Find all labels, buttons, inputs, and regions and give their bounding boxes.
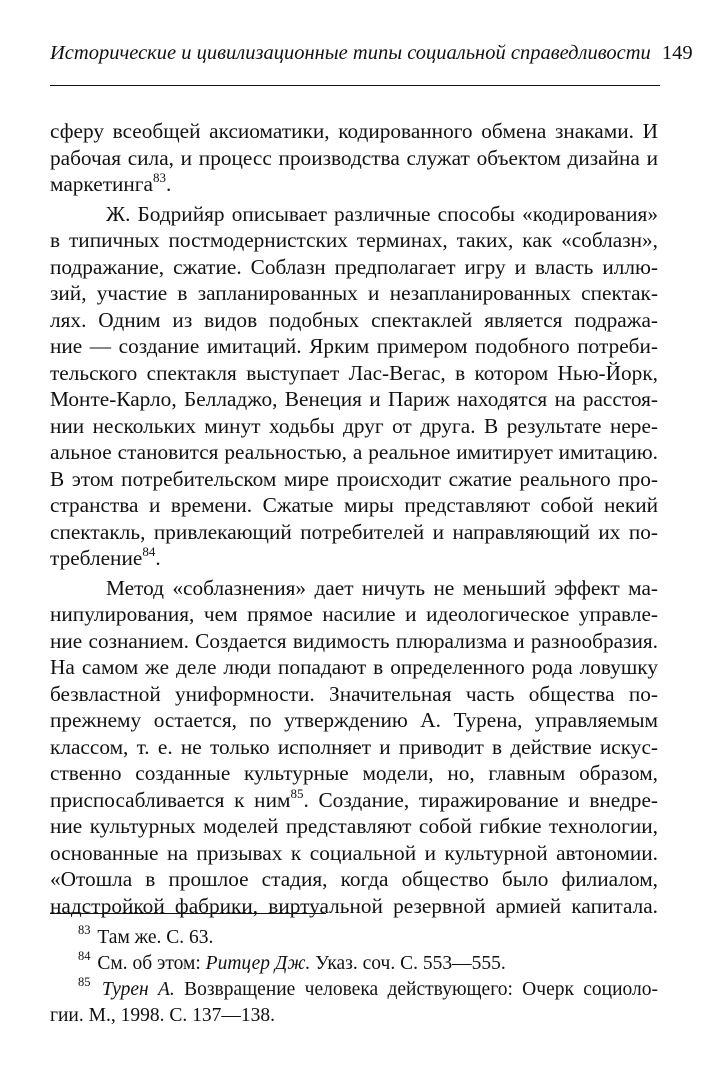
text-line: подражание, сжатие. Соблазн предполагает игру и власть иллю- (50, 254, 658, 279)
footnote-author: Ритцер Дж. (205, 953, 311, 974)
text-line: «Отошла в прошлое стадия, когда общество было филиалом, (50, 867, 658, 891)
footnote-divider (50, 913, 326, 914)
footnote-line: $^{85}$ Турен А. Возвращение человека действующего: Очерк социоло- (78, 975, 658, 1000)
paragraph (50, 118, 658, 198)
footnote (50, 977, 658, 1029)
footnote-number: 85 (78, 975, 91, 989)
footnote (50, 925, 658, 951)
text-line: ние культурных моделей представляют собой гибкие технологии, (50, 814, 658, 838)
footnote-number: 83 (78, 923, 91, 937)
running-head (50, 42, 693, 65)
page-number: 149 (661, 42, 693, 64)
header-divider (50, 85, 660, 86)
text-line: ние — создание имитаций. Ярким примером подобного потреби- (50, 334, 658, 358)
text-line: в типичных постмодернистских терминах, таких, как «соблазн», (50, 228, 658, 252)
text-line: приспосабливается к ним$^{85}$. Создание, тиражирование и внедре- (50, 785, 658, 812)
text-line: надстройкой фабрики, виртуальной резервной армией капитала. (50, 893, 658, 918)
footnote (50, 951, 658, 977)
footnote-line: $^{84}$ См. об этом: Ритцер Дж. Указ. соч. С. 553—555. (78, 949, 506, 974)
footnote-line: гии. М., 1998. С. 137—138. (50, 1005, 275, 1026)
paragraph (50, 201, 658, 572)
paragraph (50, 575, 658, 920)
text-line: нии нескольких минут ходьбы друг от друга. В результате нере- (50, 413, 658, 438)
text-line: лях. Одним из видов подобных спектаклей является подража- (50, 307, 658, 332)
footnote-ref: 83 (153, 170, 166, 185)
footnote-line: $^{83}$ Там же. С. 63. (78, 923, 214, 948)
text-line: нипулирования, чем прямое насилие и идеологическое управле- (50, 602, 658, 626)
text-line: требление$^{84}$. (50, 544, 161, 570)
text-line: маркетинга$^{83}$. (50, 170, 172, 196)
text-line: рабочая сила, и процесс производства служат объектом дизайна и (50, 145, 658, 170)
text-line: альное становится реальностью, а реальное имитирует имитацию. (50, 440, 658, 464)
text-line: сферу всеобщей аксиоматики, кодированного обмена знаками. И (50, 119, 658, 143)
main-text (50, 118, 658, 919)
text-line: На самом же деле люди попадают в определенного рода ловушку (50, 655, 658, 679)
footnote-number: 84 (78, 949, 91, 963)
text-line: прежнему остается, по утверждению А. Турена, управляемым (50, 708, 658, 732)
footnote-author: Турен А. (101, 979, 175, 1000)
text-line: В этом потребительском мире происходит сжатие реального про- (50, 466, 658, 491)
text-line: Ж. Бодрийяр описывает различные способы «кодирования» (106, 201, 658, 226)
text-line: ственно созданные культурные модели, но, главным образом, (50, 761, 658, 785)
text-line: странства и времени. Сжатые миры представляют собой некий (50, 493, 658, 517)
text-line: основанные на призывах к социальной и культурной автономии. (50, 840, 658, 865)
text-line: Метод «соблазнения» дает ничуть не меньший эффект ма- (106, 575, 658, 600)
text-line: зий, участие в запланированных и незапланированных спектак- (50, 281, 658, 305)
footnote-ref: 85 (290, 785, 304, 801)
footnotes (50, 925, 658, 1029)
text-line: спектакль, привлекающий потребителей и направляющий их по- (50, 519, 658, 544)
text-line: тельского спектакля выступает Лас-Вегас, в котором Нью-Йорк, (50, 360, 658, 385)
text-line: ние сознанием. Создается видимость плюрализма и разнообразия. (50, 628, 658, 653)
text-line: Монте-Карло, Белладжо, Венеция и Париж находятся на расстоя- (50, 387, 658, 411)
text-line: классом, т. е. не только исполняет и приводит в действие искус- (50, 734, 658, 759)
text-line: безвластной униформности. Значительная часть общества по- (50, 681, 658, 706)
running-head-title: Исторические и цивилизационные типы социальной справедливости (50, 42, 651, 64)
footnote-ref: 84 (142, 544, 156, 559)
